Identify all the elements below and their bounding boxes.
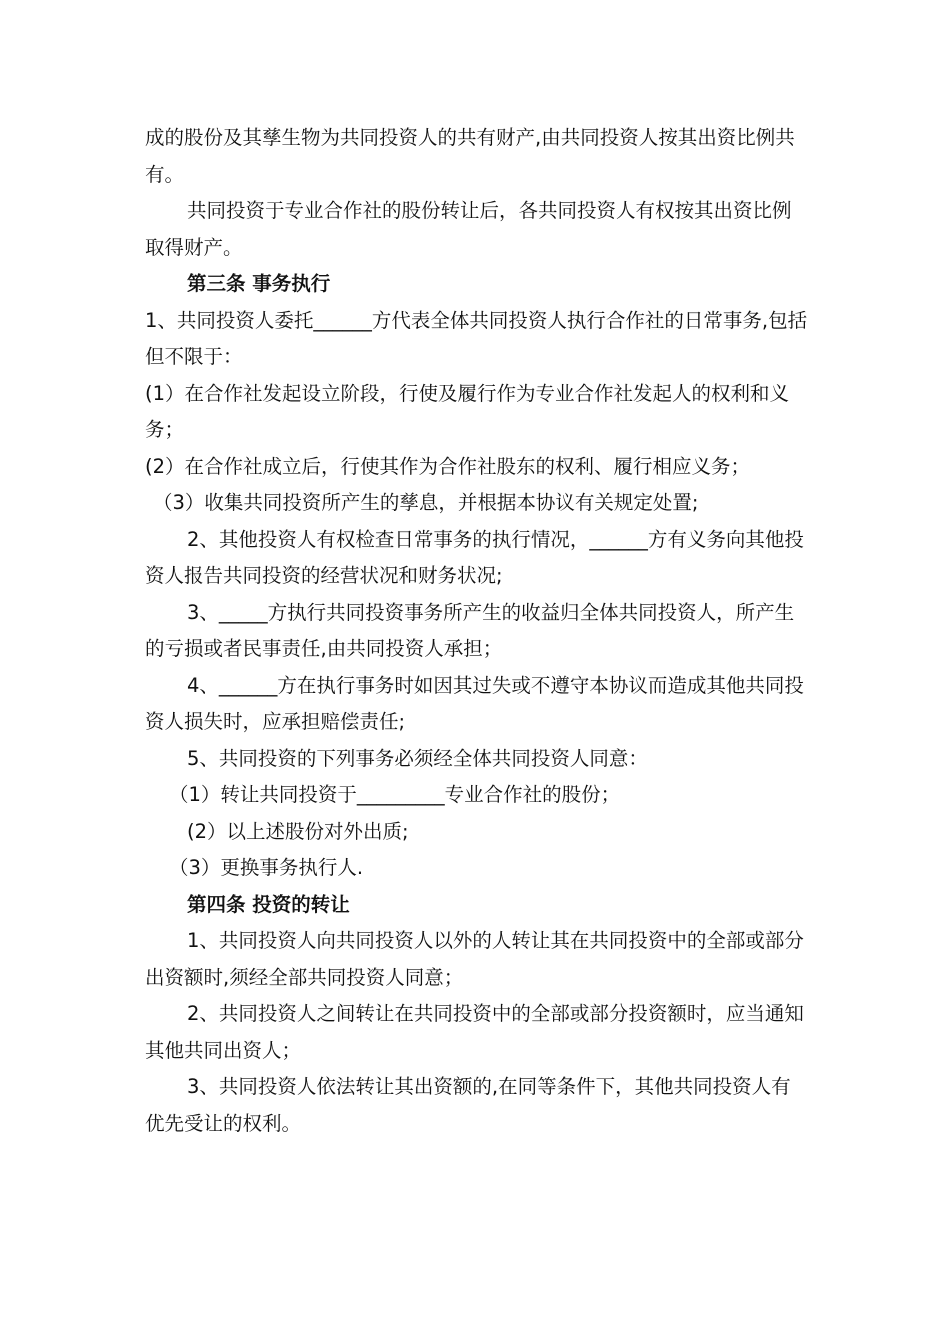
paragraph-4-2-internal-transfer: 2、共同投资人之间转让在共同投资中的全部或部分投资额时，应当通知其他共同出资人； (145, 1002, 804, 1062)
paragraph-3-1-item-3: （3）收集共同投资所产生的孳息，并根据本协议有关规定处置; (153, 491, 699, 514)
paragraph-3-1-item-1: (1）在合作社发起设立阶段，行使及履行作为专业合作社发起人的权利和义务； (145, 381, 790, 441)
paragraph-4-1-external-transfer: 1、共同投资人向共同投资人以外的人转让其在共同投资中的全部或部分出资额时,须经全部共同投资人同意； (145, 929, 804, 989)
paragraph-4-3-preemption-right: 3、共同投资人依法转让其出资额的,在同等条件下，其他共同投资人有优先受让的权利。 (145, 1075, 791, 1135)
paragraph-3-5-item-1: （1）转让共同投资于_________专业合作社的股份； (169, 783, 621, 806)
document-body (145, 120, 810, 1142)
paragraph-3-3-income: 3、_____方执行共同投资事务所产生的收益归全体共同投资人，所产生的亏损或者民事责任,由共同投资人承担； (145, 600, 795, 660)
paragraph-3-4-liability: 4、______方在执行事务时如因其过失或不遵守本协议而造成其他共同投资人损失时，应承担赔偿责任; (145, 673, 804, 733)
paragraph-3-1-delegation: 1、共同投资人委托______方代表全体共同投资人执行合作社的日常事务,包括但不限于： (145, 308, 808, 368)
paragraph-3-5-consent: 5、共同投资的下列事务必须经全体共同投资人同意： (187, 746, 648, 770)
paragraph-shares-common-property: 成的股份及其孳生物为共同投资人的共有财产,由共同投资人按其出资比例共有。 (145, 126, 795, 186)
section-heading-article-4: 第四条 投资的转让 (187, 892, 350, 916)
paragraph-3-1-item-2: (2）在合作社成立后，行使其作为合作社股东的权利、履行相应义务； (145, 454, 751, 478)
section-heading-article-3: 第三条 事务执行 (187, 272, 331, 295)
paragraph-3-5-item-2: (2）以上述股份对外出质; (187, 819, 409, 843)
paragraph-property-after-transfer: 共同投资于专业合作社的股份转让后，各共同投资人有权按其出资比例取得财产。 (145, 199, 792, 259)
paragraph-3-2-inspection: 2、其他投资人有权检查日常事务的执行情况，______方有义务向其他投资人报告共同投资的经营状况和财务状况; (145, 527, 804, 587)
paragraph-3-5-item-3: （3）更换事务执行人. (169, 856, 364, 879)
